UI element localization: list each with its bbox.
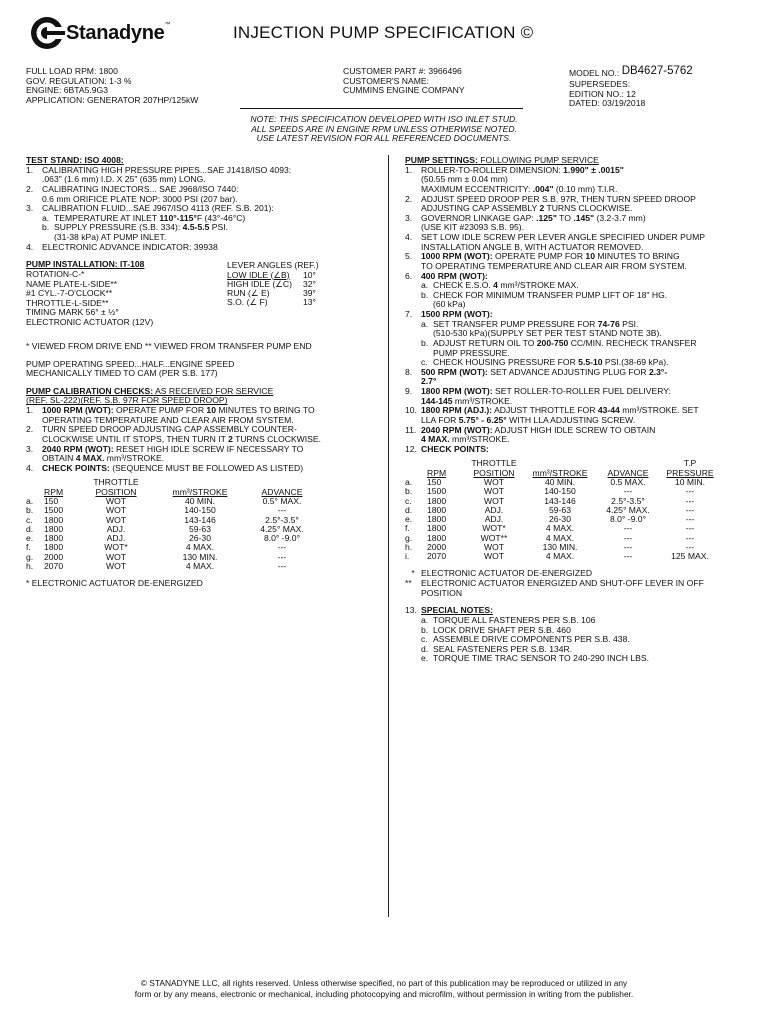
table-row: i. 2070 WOT 4 MAX. --- 125 MAX. <box>405 551 709 562</box>
table-row: c. 1800 WOT 143-146 2.5°-3.5° --- <box>405 495 695 506</box>
model-number: DB4627-5762 <box>621 65 693 77</box>
document-title: INJECTION PUMP SPECIFICATION © <box>233 23 534 42</box>
table-row: b. 1500 WOT 140-150 --- <box>26 505 287 516</box>
stanadyne-logo-icon <box>30 16 66 50</box>
header-col-model: MODEL NO.: DB4627-5762 SUPERSEDES: EDITION NO.: 12 DATED: 03/19/2018 <box>569 65 693 109</box>
table-row: f. 1800 WOT* 4 MAX. --- <box>26 542 287 553</box>
table-row: a. 150 WOT 40 MIN. 0.5 MAX. 10 MIN. <box>405 476 706 487</box>
table-row: d. 1800 ADJ. 59-63 4.25° MAX. <box>26 523 304 534</box>
table-row: e. 1800 ADJ. 26-30 8.0° -9.0° --- <box>405 514 695 525</box>
table-row: h. 2070 WOT 4 MAX. --- <box>26 560 287 571</box>
table-row: h. 2000 WOT 130 MIN. --- --- <box>405 541 695 552</box>
installation-block: ROTATION-C-* NAME PLATE-L-SIDE** #1 CYL.-7-O'CLOCK** THROTTLE-L-SIDE** TIMING MARK 56° ± ½° ELECTRONIC ACTUATOR (12V) LEVER ANGLES (REF.) LOW IDLE (∠B) 10° HIGH IDLE (∠C) 32° RUN (∠ E) 39° S.O. (∠ F) 13° <box>26 259 319 327</box>
settings-check-points-table: THROTTLE T.P RPM POSITION mm³/STROKE ADVANCE PRESSURE a. 150 WOT 40 MIN. 0.5 MAX. 10 MIN. b. 1500 WOT 140-150 --- --- c. 1800 WOT 143-146 2.5°-3.5° --- d. 1800 ADJ. 59-63 4.25° MAX. --- e. 1800 ADJ. 26-30 8.0° -9.0° --- f. 1800 WOT* 4 MAX. --- --- g. 1800 WOT** 4 MAX. --- --- h. 2000 WOT 130 MIN. --- --- i. 2070 WOT 4 MAX. --- 125 MAX. <box>405 459 717 561</box>
header-rule <box>240 108 523 109</box>
table-row: c. 1800 WOT 143-146 2.5°-3.5° <box>26 514 299 525</box>
header-col-customer: CUSTOMER PART #: 3966496 CUSTOMER'S NAME: CUMMINS ENGINE COMPANY <box>343 66 465 96</box>
table-row: b. 1500 WOT 140-150 --- --- <box>405 486 695 497</box>
calibration-heading: PUMP CALIBRATION CHECKS: AS RECEIVED FOR SERVICE <box>26 385 274 396</box>
test-stand-heading: TEST STAND: ISO 4008: <box>26 155 124 165</box>
right-column: PUMP SETTINGS: FOLLOWING PUMP SERVICE 1. ROLLER-TO-ROLLER DIMENSION: 1.990" ± .0015" (50.55 mm ± 0.04 mm) MAXIMUM ECCENTRICITY: .004" (0.10 mm) T.I.R. 2. ADJUST SPEED DROOP PER S.B. 97R, THEN TURN SPEED DROOP ADJUSTING CAP ASSEMBLY 2 TURNS CLOCKWISE. 3. GOVERNOR LINKAGE GAP: .125" TO .145" (3.2-3.7 mm) (USE KIT #23093 S.B. 95). 4. SET LOW IDLE SCREW PER LEVER ANGLE SPECIFIED UNDER PUMP INSTALLATION ANGLE B, WITH ACTUATOR REMOVED. 5. 1000 RPM (WOT): OPERATE PUMP FOR 10 MINUTES TO BRING TO OPERATING TEMPERATURE AND CLEAR AIR FROM SYSTEM. 6. 400 RPM (WOT): a. CHECK E.S.O. 4 mm³/STROKE MAX. b. CHECK FOR MINIMUM TRANSFER PUMP LIFT OF 18" HG. (60 kPa) 7. 1500 RPM (WOT): a. SET TRANSFER PUMP PRESSURE FOR 74-76 PSI. (510-530 kPa)(SUPPLY SET PER TEST STAND NOTE 3B). b. ADJUST RETURN OIL TO 200-750 CC/MIN. RECHECK TRANSFER PUMP PRESSURE. c. CHECK HOUSING PRESSURE FOR 5.5-10 PSI.(38-69 kPa). 8. 500 RPM (WOT): SET ADVANCE ADJUSTING PLUG FOR 2.3°- 2.7° 9. 1800 RPM (WOT): SET ROLLER-TO-ROLLER FUEL DELIVERY: 144-145 mm³/STROKE. 10. 1800 RPM (ADJ.): ADJUST THROTTLE FOR 43-44 mm³/STROKE. SET LLA FOR 5.75° - 6.25° WITH LLA ADJUSTING SCREW. 11. 2040 RPM (WOT): ADJUST HIGH IDLE SCREW TO OBTAIN 4 MAX. mm³/STROKE. 12. CHECK POINTS: THROTTLE T.P RPM POSITION mm³/STROKE ADVANCE PRESSURE a. 150 WOT 40 MIN. 0.5 MAX. 10 MIN. b. 1500 WOT 140-150 --- --- c. 1800 WOT 143-146 2.5°-3.5° --- d. 1800 ADJ. 59-63 4.25° MAX. --- e. 1800 ADJ. 26-30 8.0° -9.0° --- f. 1800 WOT* 4 MAX. --- --- g. 1800 WOT** 4 MAX. --- --- h. 2000 WOT 130 MIN. --- --- i. 2070 WOT 4 MAX. --- 125 MAX. * ELECTRONIC ACTUATOR DE-ENERGIZED ** ELECTRONIC ACTUATOR ENERGIZED AND SHUT-OFF LEVER IN OFF POSITION 13. SPECIAL NOTES: a. TORQUE ALL FASTENERS PER S.B. 106 b. LOCK DRIVE SHAFT PER S.B. 460 c. ASSEMBLE DRIVE COMPONENTS PER S.B. 438. d. SEAL FASTENERS PER S.B. 134R. e. TORQUE TIME TRAC SENSOR TO 240-290 INCH LBS. <box>405 156 768 664</box>
table-row: f. 1800 WOT* 4 MAX. --- --- <box>405 523 695 534</box>
table-row: a. 150 WOT 40 MIN. 0.5° MAX. <box>26 495 302 506</box>
table-row: e. 1800 ADJ. 26-30 8.0° -9.0° <box>26 533 301 544</box>
header-col-engine: FULL LOAD RPM: 1800 GOV. REGULATION: 1-3 % ENGINE: 6BTA5.9G3 APPLICATION: GENERATOR 207HP/125kW <box>26 66 199 105</box>
pump-installation-heading: PUMP INSTALLATION: IT-108 <box>26 259 145 270</box>
spec-notes: NOTE: THIS SPECIFICATION DEVELOPED WITH ISO INLET STUD. ALL SPEEDS ARE IN ENGINE RPM UNLESS OTHERWISE NOTED. USE LATEST REVISION FOR ALL REFERENCED DOCUMENTS. <box>250 114 518 144</box>
calibration-check-points-table: THROTTLE RPM POSITION mm³/STROKE ADVANCE a. 150 WOT 40 MIN. 0.5° MAX. b. 1500 WOT 140-150 --- c. 1800 WOT 143-146 2.5°-3.5° d. 1800 ADJ. 59-63 4.25° MAX. e. 1800 ADJ. 26-30 8.0° -9.0° f. 1800 WOT* 4 MAX. --- g. 2000 WOT 130 MIN. --- h. 2070 WOT 4 MAX. --- <box>26 478 312 571</box>
lever-angles: LEVER ANGLES (REF.) LOW IDLE (∠B) 10° HIGH IDLE (∠C) 32° RUN (∠ E) 39° S.O. (∠ F) 13° <box>227 259 319 308</box>
stanadyne-logo: Stanadyne™ <box>30 16 170 50</box>
copyright-footer: © STANADYNE LLC, all rights reserved. Unless otherwise specified, no part of this publication may be reproduced or utilized in any form or by any means, electronic or mechanical, including photocopying and microfilm, without permission in writing from the publisher. <box>134 978 634 1000</box>
left-column: TEST STAND: ISO 4008: 1. CALIBRATING HIGH PRESSURE PIPES...SAE J1418/ISO 4093: .063" (1.6 mm) I.D. X 25" (635 mm) LONG. 2. CALIBRATING INJECTORS... SAE J968/ISO 7440: 0.6 mm ORIFICE PLATE NOP: 3000 PSI (207 bar). 3. CALIBRATION FLUID...SAE J967/ISO 4113 (REF. S.B. 201): a. TEMPERATURE AT INLET 110°-115°F (43°-46°C) b. SUPPLY PRESSURE (S.B. 334): 4.5-5.5 PSI. (31-38 kPa) AT PUMP INLET. 4. ELECTRONIC ADVANCE INDICATOR: 39938 PUMP INSTALLATION: IT-108 ROTATION-C-* NAME PLATE-L-SIDE** #1 CYL.-7-O'CLOCK** THROTTLE-L-SIDE** TIMING MARK 56° ± ½° ELECTRONIC ACTUATOR (12V) LEVER ANGLES (REF.) LOW IDLE (∠B) 10° HIGH IDLE (∠C) 32° RUN (∠ E) 39° S.O. (∠ F) 13° * VIEWED FROM DRIVE END ** VIEWED FROM TRANSFER PUMP END PUMP OPERATING SPEED...HALF...ENGINE SPEED MECHANICALLY TIMED TO CAM (PER S.B. 177) PUMP CALIBRATION CHECKS: AS RECEIVED FOR SERVICE (REF. SL-222)(REF. S.B. 97R FOR SPEED DROOP) 1. 1000 RPM (WOT): OPERATE PUMP FOR 10 MINUTES TO BRING TO OPERATING TEMPERATURE AND CLEAR AIR FROM SYSTEM. 2. TURN SPEED DROOP ADJUSTING CAP ASSEMBLY COUNTER- CLOCKWISE UNTIL IT STOPS, THEN TURN IT 2 TURNS CLOCKWISE. 3. 2040 RPM (WOT): RESET HIGH IDLE SCREW IF NECESSARY TO OBTAIN 4 MAX. mm³/STROKE. 4. CHECK POINTS: (SEQUENCE MUST BE FOLLOWED AS LISTED) THROTTLE RPM POSITION mm³/STROKE ADVANCE a. 150 WOT 40 MIN. 0.5° MAX. b. 1500 WOT 140-150 --- c. 1800 WOT 143-146 2.5°-3.5° d. 1800 ADJ. 59-63 4.25° MAX. e. 1800 ADJ. 26-30 8.0° -9.0° f. 1800 WOT* 4 MAX. --- g. 2000 WOT 130 MIN. --- h. 2070 WOT 4 MAX. --- * ELECTRONIC ACTUATOR DE-ENERGIZED <box>26 156 390 589</box>
table-row: g. 2000 WOT 130 MIN. --- <box>26 551 287 562</box>
pump-settings-heading: PUMP SETTINGS: FOLLOWING PUMP SERVICE <box>405 155 599 165</box>
table-row: g. 1800 WOT** 4 MAX. --- --- <box>405 532 695 543</box>
table-row: d. 1800 ADJ. 59-63 4.25° MAX. --- <box>405 504 695 515</box>
